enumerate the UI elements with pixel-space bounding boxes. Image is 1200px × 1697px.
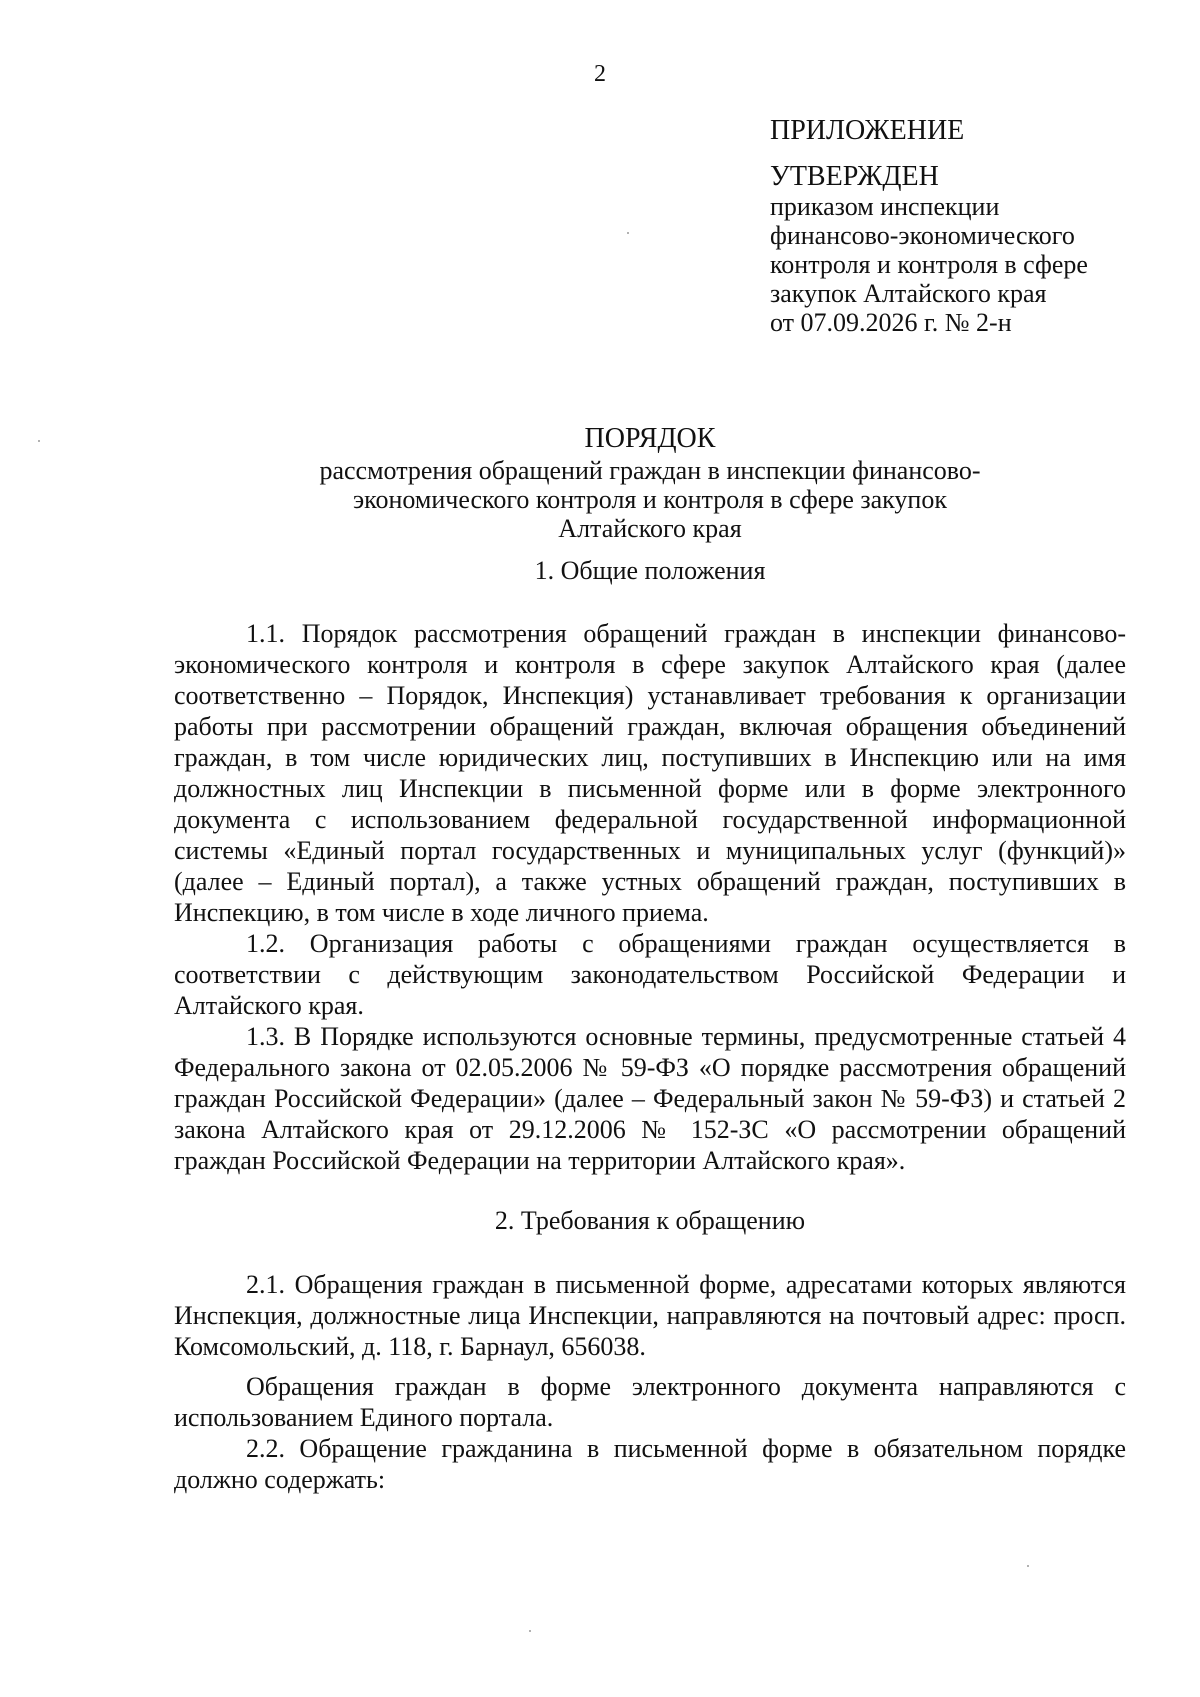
approval-line: контроля и контроля в сфере bbox=[770, 250, 1088, 279]
approved-label: УТВЕРЖДЕН bbox=[770, 161, 939, 192]
paragraph-2-1: 2.1. Обращения граждан в письменной форме, адресатами которых являются Инспекция, должностные лица Инспекции, направляются на почтовый адрес: просп. Комсомольский, д. 118, г. Барнаул, 656038. bbox=[174, 1270, 1126, 1361]
scan-speck bbox=[529, 1630, 531, 1632]
document-body bbox=[174, 555, 1126, 1495]
scan-speck bbox=[38, 440, 40, 442]
paragraph-1-3: 1.3. В Порядке используются основные термины, предусмотренные статьей 4 Федерального закона от 02.05.2006 № 59-ФЗ «О порядке рассмотрения обращений граждан Российской Федерации» (далее – Федеральный закон № 59-ФЗ) и статьей 2 закона Алтайского края от 29.12.2006 № 152-ЗС «О рассмотрении обращений граждан Российской Федерации на территории Алтайского края». bbox=[174, 1022, 1126, 1175]
approval-line: финансово-экономического bbox=[770, 221, 1075, 250]
approval-line: приказом инспекции bbox=[770, 192, 1000, 221]
paragraph-1-2: 1.2. Организация работы с обращениями граждан осуществляется в соответствии с действующим законодательством Российской Федерации и Алтайского края. bbox=[174, 929, 1126, 1020]
document-subtitle-line: экономического контроля и контроля в сфере закупок bbox=[353, 485, 947, 514]
approval-line: от 07.09.2026 г. № 2-н bbox=[770, 308, 1012, 337]
paragraph-1-1: 1.1. Порядок рассмотрения обращений граждан в инспекции финансово-экономического контроля и контроля в сфере закупок Алтайского края (далее соответственно – Порядок, Инспекция) устанавливает требования к организации работы при рассмотрении обращений граждан, включая обращения объединений граждан, в том числе юридических лиц, поступивших в Инспекцию или на имя должностных лиц Инспекции в письменной форме или в форме электронного документа с использованием федеральной государственной информационной системы «Единый портал государственных и муниципальных услуг (функций)» (далее – Единый портал), а также устных обращений граждан, поступивших в Инспекцию, в том числе в ходе личного приема. bbox=[174, 619, 1126, 927]
section-heading-general-provisions: 1. Общие положения bbox=[534, 556, 766, 585]
approval-block bbox=[770, 114, 1170, 337]
document-heading bbox=[170, 422, 1130, 543]
document-subtitle-line: Алтайского края bbox=[558, 514, 742, 543]
paragraph-electronic-appeals: Обращения граждан в форме электронного документа направляются с использованием Единого портала. bbox=[174, 1372, 1126, 1432]
document-title: ПОРЯДОК bbox=[584, 423, 716, 454]
section-heading-requirements: 2. Требования к обращению bbox=[494, 1206, 806, 1235]
document-subtitle-line: рассмотрения обращений граждан в инспекции финансово- bbox=[319, 456, 981, 485]
paragraph-2-2: 2.2. Обращение гражданина в письменной форме в обязательном порядке должно содержать: bbox=[174, 1434, 1126, 1494]
scan-speck bbox=[1027, 1565, 1029, 1567]
approval-line: закупок Алтайского края bbox=[770, 279, 1047, 308]
appendix-label: ПРИЛОЖЕНИЕ bbox=[770, 115, 965, 146]
scan-speck bbox=[627, 232, 629, 234]
page-number: 2 bbox=[594, 61, 606, 87]
